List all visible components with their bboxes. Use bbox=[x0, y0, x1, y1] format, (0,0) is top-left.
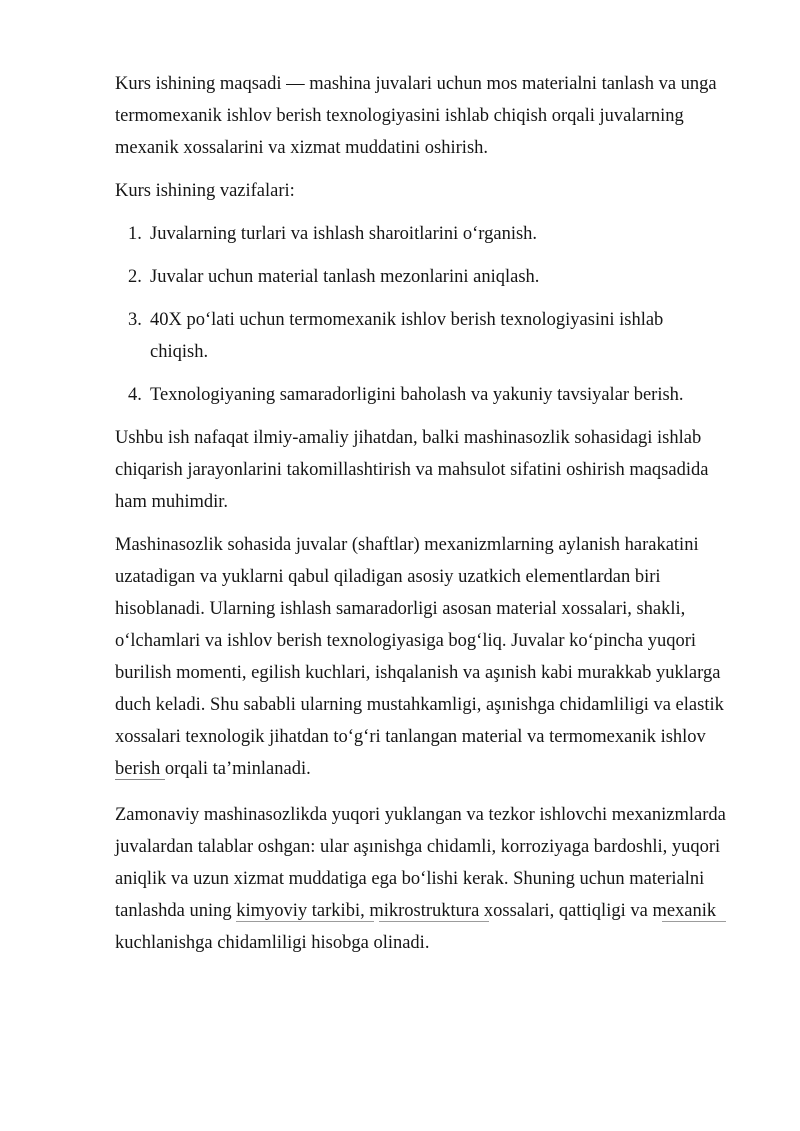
list-item-1 bbox=[115, 218, 760, 250]
text-line: chiqarish jarayonlarini takomillashtirish va mahsulot sifatini oshirish maqsadida bbox=[115, 460, 709, 480]
list-item-3 bbox=[115, 304, 760, 368]
text-line: Juvalarning turlari va ishlash sharoitlarini oʻrganish. bbox=[150, 224, 538, 244]
text-line: oʻlchamlari va ishlov berish texnologiyasiga bogʻliq. Juvalar koʻpincha yuqori bbox=[115, 631, 697, 651]
text-line-with-underline-artifact: berish orqali ta’minlanadi. bbox=[115, 753, 760, 785]
text-line: aniqlik va uzun xizmat muddatiga ega boʻlishi kerak. Shuning uchun materialni bbox=[115, 869, 705, 889]
list-item-4 bbox=[115, 379, 760, 411]
text-line: Texnologiyaning samaradorligini baholash va yakuniy tavsiyalar berish. bbox=[150, 385, 684, 405]
text-line: juvalardan talablar oshgan: ular aşınishga chidamli, korroziyaga bardoshli, yuqori bbox=[115, 837, 721, 857]
text-line: Mashinasozlik sohasida juvalar (shaftlar) mexanizmlarning aylanish harakatini bbox=[115, 535, 699, 555]
paragraph-tasks-heading bbox=[115, 175, 760, 207]
text-line: xossalari texnologik jihatdan toʻgʻri tanlangan material va termomexanik ishlov bbox=[115, 727, 706, 747]
text-line: duch keladi. Shu sababli ularning mustahkamligi, aşınishga chidamliligi va elastik bbox=[115, 695, 724, 715]
text-line: kuchlanishga chidamliligi hisobga olinadi. bbox=[115, 933, 430, 953]
text-line: hisoblanadi. Ularning ishlash samaradorligi asosan material xossalari, shakli, bbox=[115, 599, 686, 619]
text-line: uzatadigan va yuklarni qabul qiladigan asosiy uzatkich elementlardan biri bbox=[115, 567, 661, 587]
text-line: chiqish. bbox=[150, 342, 209, 362]
paragraph-objective bbox=[115, 68, 760, 164]
list-item-number: 4. bbox=[128, 385, 142, 405]
text-line: 40X poʻlati uchun termomexanik ishlov berish texnologiyasini ishlab bbox=[150, 310, 664, 330]
text-line: Kurs ishining vazifalari: bbox=[115, 181, 295, 201]
text-line: ham muhimdir. bbox=[115, 492, 229, 512]
paragraph-modern-requirements bbox=[115, 799, 760, 959]
paragraph-importance bbox=[115, 422, 760, 518]
text-line: Zamonaviy mashinasozlikda yuqori yuklangan va tezkor ishlovchi mexanizmlarda bbox=[115, 805, 726, 825]
text-line: burilish momenti, egilish kuchlari, ishqalanish va aşınish kabi murakkab yuklarga bbox=[115, 663, 721, 683]
list-item-number: 2. bbox=[128, 267, 142, 287]
text-line: Ushbu ish nafaqat ilmiy-amaliy jihatdan, balki mashinasozlik sohasidagi ishlab bbox=[115, 428, 702, 448]
list-item-number: 3. bbox=[128, 310, 142, 330]
text-line: Kurs ishining maqsadi — mashina juvalari uchun mos materialni tanlash va unga bbox=[115, 74, 717, 94]
text-line: mexanik xossalarini va xizmat muddatini oshirish. bbox=[115, 138, 489, 158]
text-line-with-underline-artifact: tanlashda uning kimyoviy tarkibi, mikrostruktura xossalari, qattiqligi va mexanik bbox=[115, 895, 760, 927]
paragraph-shafts-overview bbox=[115, 529, 760, 785]
list-item-2 bbox=[115, 261, 760, 293]
list-item-number: 1. bbox=[128, 224, 142, 244]
text-line: termomexanik ishlov berish texnologiyasini ishlab chiqish orqali juvalarning bbox=[115, 106, 684, 126]
text-line: Juvalar uchun material tanlash mezonlarini aniqlash. bbox=[150, 267, 540, 287]
tasks-list bbox=[115, 218, 760, 411]
